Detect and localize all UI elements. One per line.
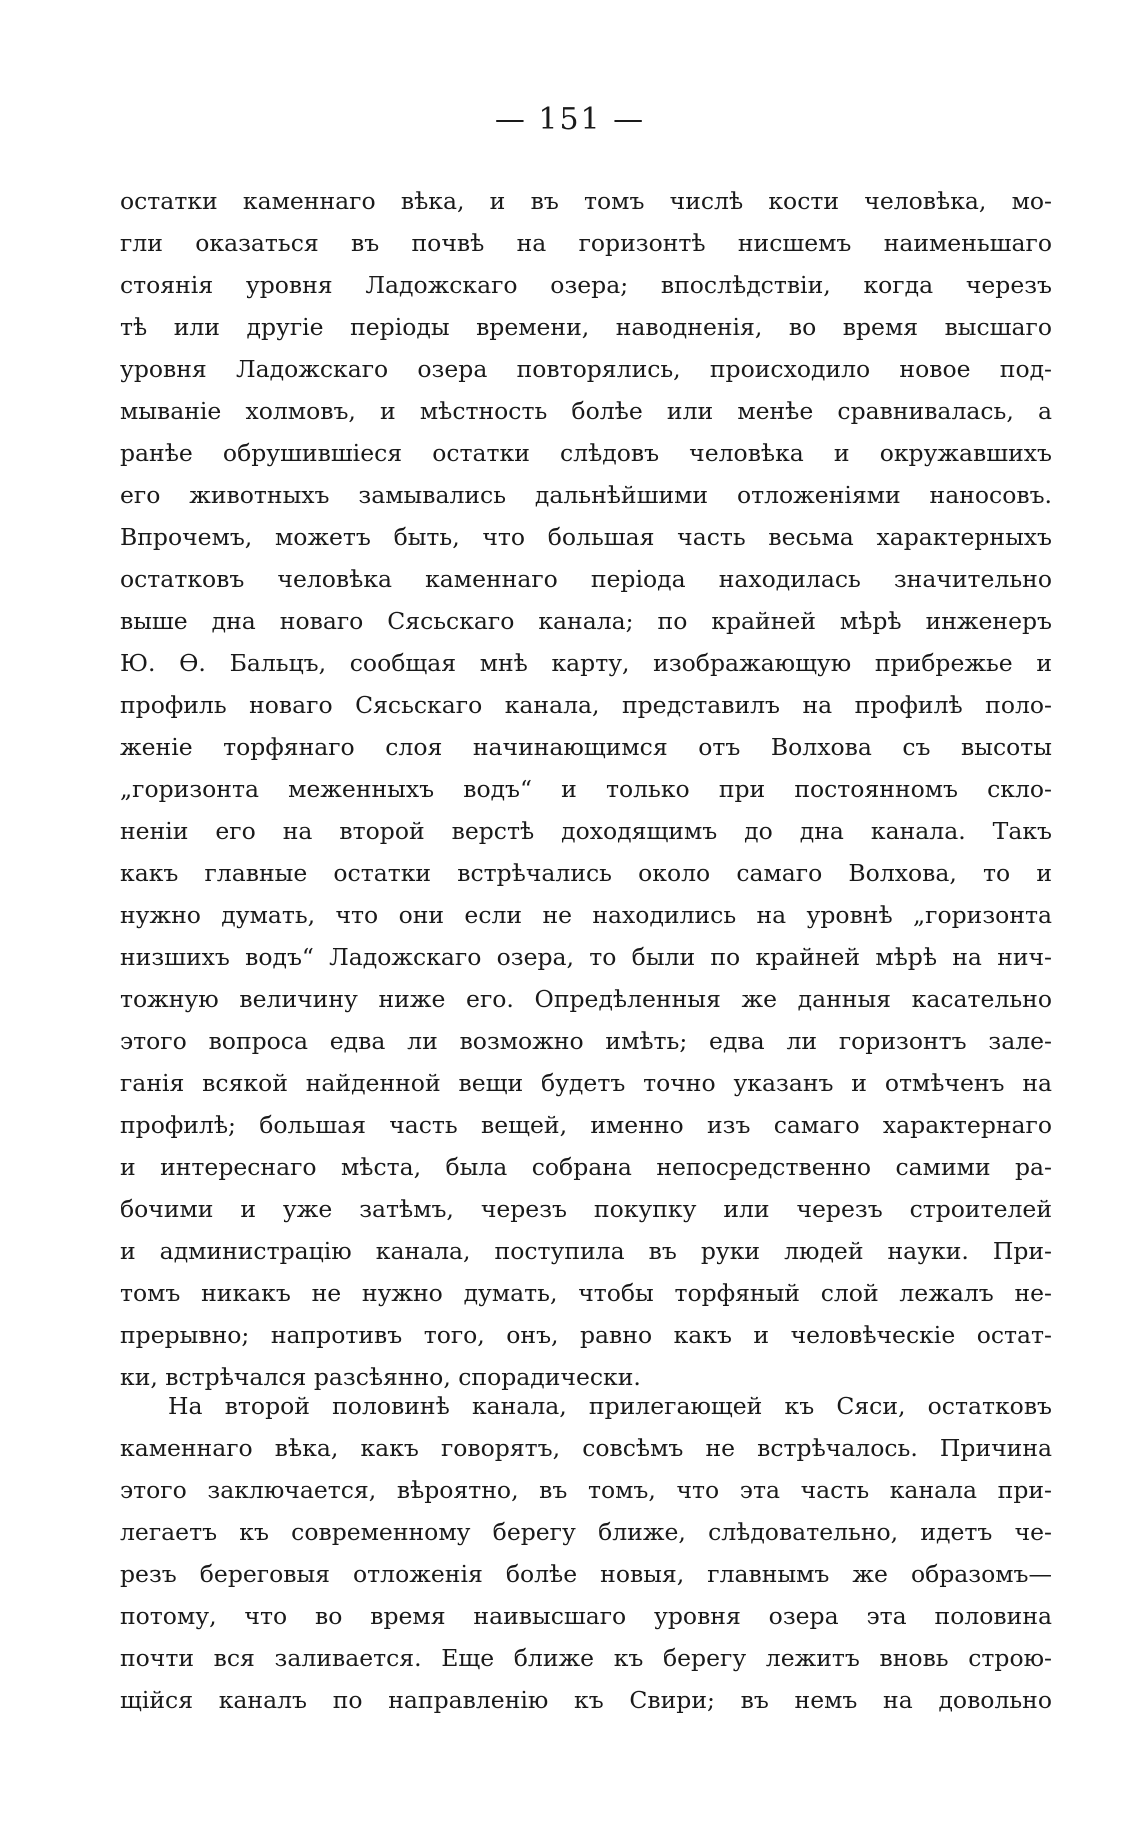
- text-line: мываніе холмовъ, и мѣстность болѣе или менѣе сравнивалась, а: [120, 397, 1052, 425]
- text-line: этого вопроса едва ли возможно имѣть; едва ли горизонтъ зале-: [120, 1027, 1052, 1055]
- text-line: гли оказаться въ почвѣ на горизонтѣ нисшемъ наименьшаго: [120, 229, 1052, 257]
- text-line: ранѣе обрушившіеся остатки слѣдовъ человѣка и окружавшихъ: [120, 439, 1052, 467]
- text-line: Ю. Ѳ. Бальцъ, сообщая мнѣ карту, изображающую прибрежье и: [120, 649, 1052, 677]
- text-line: профиль новаго Сясьскаго канала, представилъ на профилѣ поло-: [120, 691, 1052, 719]
- text-line: тожную величину ниже его. Опредѣленныя же данныя касательно: [120, 985, 1052, 1013]
- text-line: тѣ или другіе періоды времени, наводненія, во время высшаго: [120, 313, 1052, 341]
- text-line: потому, что во время наивысшаго уровня озера эта половина: [120, 1602, 1052, 1630]
- text-line: легаетъ къ современному берегу ближе, слѣдовательно, идетъ че-: [120, 1518, 1052, 1546]
- text-line: ганія всякой найденной вещи будетъ точно указанъ и отмѣченъ на: [120, 1069, 1052, 1097]
- text-line: остатки каменнаго вѣка, и въ томъ числѣ кости человѣка, мо-: [120, 187, 1052, 215]
- paragraph-2: [120, 1385, 1052, 1721]
- text-line: низшихъ водъ“ Ладожскаго озера, то были по крайней мѣрѣ на нич-: [120, 943, 1052, 971]
- text-line: женіе торфянаго слоя начинающимся отъ Волхова съ высоты: [120, 733, 1052, 761]
- text-line: этого заключается, вѣроятно, въ томъ, что эта часть канала при-: [120, 1476, 1052, 1504]
- text-line: прерывно; напротивъ того, онъ, равно какъ и человѣческіе остат-: [120, 1321, 1052, 1349]
- text-line: щійся каналъ по направленію къ Свири; въ немъ на довольно: [120, 1686, 1052, 1714]
- text-line: стоянія уровня Ладожскаго озера; впослѣдствіи, когда черезъ: [120, 271, 1052, 299]
- text-line: „горизонта меженныхъ водъ“ и только при постоянномъ скло-: [120, 775, 1052, 803]
- text-line: уровня Ладожскаго озера повторялись, происходило новое под-: [120, 355, 1052, 383]
- text-line: какъ главные остатки встрѣчались около самаго Волхова, то и: [120, 859, 1052, 887]
- text-line: На второй половинѣ канала, прилегающей къ Сяси, остатковъ: [168, 1392, 1052, 1420]
- text-line: резъ береговыя отложенія болѣе новыя, главнымъ же образомъ—: [120, 1560, 1052, 1588]
- text-line: Впрочемъ, можетъ быть, что большая часть весьма характерныхъ: [120, 523, 1052, 551]
- text-line: бочими и уже затѣмъ, черезъ покупку или черезъ строителей: [120, 1195, 1052, 1223]
- text-line: и интереснаго мѣста, была собрана непосредственно самими ра-: [120, 1153, 1052, 1181]
- text-line: неніи его на второй верстѣ доходящимъ до дна канала. Такъ: [120, 817, 1052, 845]
- text-line: томъ никакъ не нужно думать, чтобы торфяный слой лежалъ не-: [120, 1279, 1052, 1307]
- text-line: нужно думать, что они если не находились на уровнѣ „горизонта: [120, 901, 1052, 929]
- text-line: его животныхъ замывались дальнѣйшими отложеніями наносовъ.: [120, 481, 1052, 509]
- page-number: — 151 —: [494, 102, 646, 137]
- text-line: остатковъ человѣка каменнаго періода находилась значительно: [120, 565, 1052, 593]
- text-line: выше дна новаго Сясьскаго канала; по крайней мѣрѣ инженеръ: [120, 607, 1052, 635]
- text-line: профилѣ; большая часть вещей, именно изъ самаго характернаго: [120, 1111, 1052, 1139]
- text-line: каменнаго вѣка, какъ говорятъ, совсѣмъ не встрѣчалось. Причина: [120, 1434, 1052, 1462]
- text-line: ки, встрѣчался разсѣянно, спорадически.: [120, 1363, 641, 1391]
- text-line: и администрацію канала, поступила въ руки людей науки. При-: [120, 1237, 1052, 1265]
- paragraph-1: [120, 180, 1052, 1398]
- text-line: почти вся заливается. Еще ближе къ берегу лежитъ вновь строю-: [120, 1644, 1052, 1672]
